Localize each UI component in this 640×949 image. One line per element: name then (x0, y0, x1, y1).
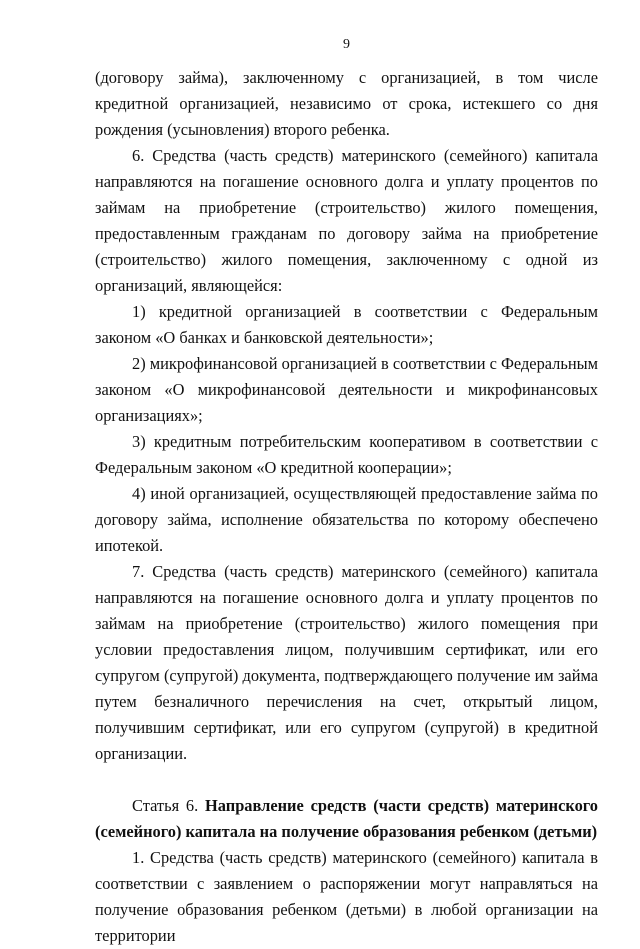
paragraph-continuation: (договору займа), заключенному с организацией, в том числе кредитной организацией, независимо от срока, истекшего со дня рождения (усыновления) второго ребенка. (95, 68, 598, 139)
page-number: 9 (343, 37, 350, 52)
paragraph-item-6: 6. Средства (часть средств) материнского (семейного) капитала направляются на погашение основного долга и уплату процентов по займам на приобретение (строительство) жилого помещения, предоставленным гражданам по договору займа на приобретение (строительство) жилого помещения, заключенному с одной из организаций, являющейся: (95, 146, 598, 295)
section-spacer (95, 767, 598, 793)
paragraph-article-6-item-1: 1. Средства (часть средств) материнского (семейного) капитала в соответствии с заявлением о распоряжении могут направляться на получение образования ребенком (детьми) в любой организации на территории (95, 848, 598, 945)
paragraph-subitem-2: 2) микрофинансовой организацией в соответствии с Федеральным законом «О микрофинансовой деятельности и микрофинансовых организациях»; (95, 354, 598, 425)
paragraph-subitem-3: 3) кредитным потребительским кооперативом в соответствии с Федеральным законом «О кредитной кооперации»; (95, 432, 598, 477)
article-title: Направление средств (части средств) материнского (семейного) капитала на получение образования ребенком (детьми) (95, 796, 599, 841)
paragraph-subitem-1: 1) кредитной организацией в соответствии с Федеральным законом «О банках и банковской деятельности»; (95, 302, 598, 347)
paragraph-item-7: 7. Средства (часть средств) материнского (семейного) капитала направляются на погашение основного долга и уплату процентов по займам на приобретение (строительство) жилого помещения при условии предоставления лицом, получившим сертификат, или его супругом (супругой) документа, подтверждающего получение им займа путем безналичного перечисления на счет, открытый лицом, получившим сертификат, или его супругом (супругой) в кредитной организации. (95, 562, 598, 763)
article-label: Статья 6. (132, 796, 199, 815)
article-heading (95, 793, 598, 845)
paragraph-subitem-4: 4) иной организацией, осуществляющей предоставление займа по договору займа, исполнение обязательства по которому обеспечено ипотекой. (95, 484, 598, 555)
